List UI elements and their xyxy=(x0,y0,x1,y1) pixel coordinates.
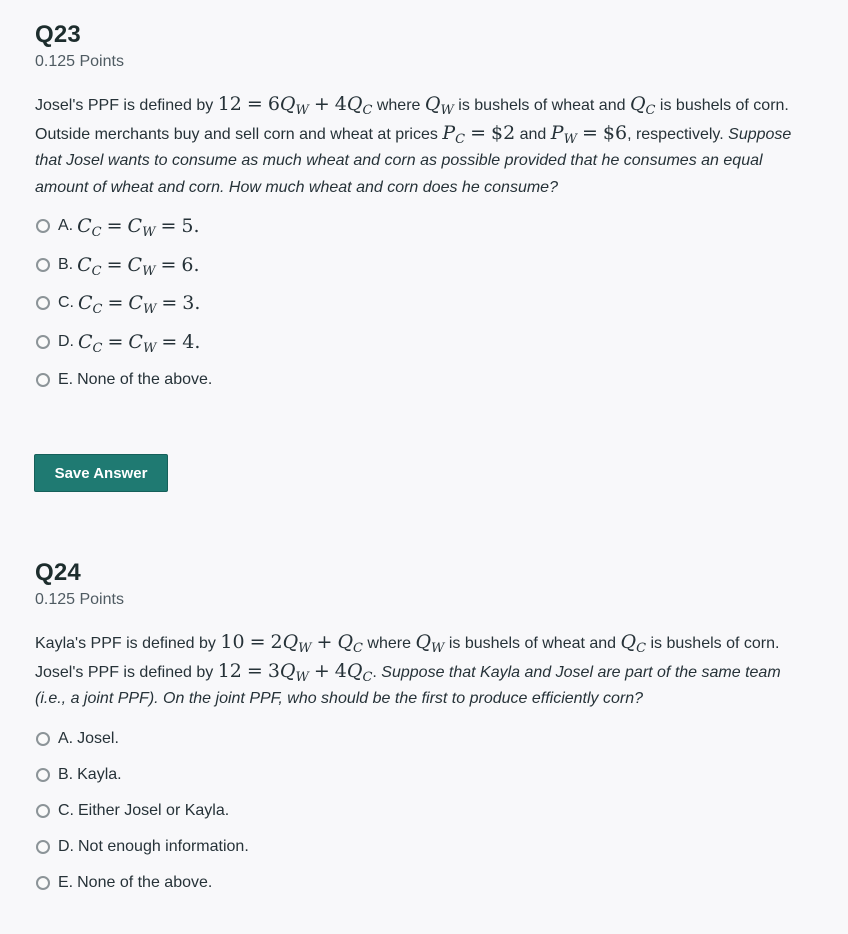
radio-button[interactable] xyxy=(36,840,50,854)
question-q24 xyxy=(35,558,825,917)
prompt-question: Suppose that Josel wants to consume as much wheat and corn as possible provided that he consumes an equal amount of wheat and corn. How much wheat and corn does he consume? xyxy=(35,125,792,196)
prompt-text: . xyxy=(372,663,382,681)
prompt-question: Suppose that Kayla and Josel are part of the same team (i.e., a joint PPF). On the joint PPF, who should be the first to produce efficiently corn? xyxy=(35,663,781,707)
answer-options xyxy=(35,207,825,400)
radio-button[interactable] xyxy=(36,219,50,233)
question-prompt xyxy=(35,91,815,201)
equation-ppf-josel: $12 = 3Q_W + 4Q_C$ xyxy=(217,659,373,685)
question-q23 xyxy=(35,20,825,416)
prompt-text: Kayla's PPF is defined by xyxy=(35,635,221,652)
radio-button[interactable] xyxy=(36,373,50,387)
save-answer-button[interactable]: Save Answer xyxy=(34,454,168,492)
answer-options xyxy=(35,721,825,901)
equation-pw: $P_W$ = $6 xyxy=(550,121,628,147)
prompt-text: , respectively. xyxy=(627,125,729,143)
prompt-text: is bushels of wheat and xyxy=(444,635,621,652)
var-qw: $Q_W$ xyxy=(415,631,445,656)
option-e[interactable]: E. None of the above. xyxy=(35,361,825,400)
question-points: 0.125 Points xyxy=(35,591,124,608)
option-label: None of the above. xyxy=(77,371,213,389)
radio-button[interactable] xyxy=(36,335,50,349)
option-label: None of the above. xyxy=(77,873,213,891)
option-d[interactable]: D. $C_C = C_W = 4$. xyxy=(35,323,825,362)
option-c[interactable]: C. Either Josel or Kayla. xyxy=(35,793,825,829)
prompt-text: and xyxy=(515,125,551,143)
var-qc: $Q_C$ xyxy=(629,93,656,118)
radio-button[interactable] xyxy=(36,296,50,310)
equation-ppf-kayla: $10 = 2Q_W + Q_C$ xyxy=(220,631,363,656)
prompt-text: is bushels of corn. Josel's PPF is defined by xyxy=(35,635,780,681)
option-c[interactable]: C. $C_C = C_W = 3$. xyxy=(35,284,825,323)
option-label: Not enough information. xyxy=(78,837,249,855)
question-title: Q23 xyxy=(35,21,81,48)
equation-pc: $P_C$ = $2 xyxy=(442,121,516,147)
question-title: Q24 xyxy=(35,559,81,586)
option-math: $C_C = C_W = 5$. xyxy=(77,215,200,241)
radio-button[interactable] xyxy=(36,876,50,890)
option-math: $C_C = C_W = 4$. xyxy=(78,330,201,356)
option-b[interactable]: B. Kayla. xyxy=(35,757,825,793)
question-points: 0.125 Points xyxy=(35,53,124,70)
question-prompt xyxy=(35,629,815,713)
option-label: Josel. xyxy=(77,729,119,747)
option-math: $C_C = C_W = 6$. xyxy=(77,253,200,279)
prompt-text: is bushels of corn. Outside merchants buy and sell corn and wheat at prices xyxy=(35,97,789,143)
option-b[interactable]: B. $C_C = C_W = 6$. xyxy=(35,246,825,285)
option-a[interactable]: A. Josel. xyxy=(35,721,825,757)
option-e[interactable]: E. None of the above. xyxy=(35,865,825,901)
option-a[interactable]: A. $C_C = C_W = 5$. xyxy=(35,207,825,246)
option-label: Kayla. xyxy=(77,765,122,783)
var-qc: $Q_C$ xyxy=(620,631,647,656)
prompt-text: is bushels of wheat and xyxy=(453,97,630,114)
radio-button[interactable] xyxy=(36,768,50,782)
option-math: $C_C = C_W = 3$. xyxy=(78,292,201,318)
option-label: Either Josel or Kayla. xyxy=(78,801,230,819)
radio-button[interactable] xyxy=(36,804,50,818)
radio-button[interactable] xyxy=(36,258,50,272)
radio-button[interactable] xyxy=(36,732,50,746)
equation-ppf-josel: $12 = 6Q_W + 4Q_C$ xyxy=(217,93,373,118)
prompt-text: where xyxy=(362,635,416,652)
var-qw: $Q_W$ xyxy=(424,93,454,118)
option-d[interactable]: D. Not enough information. xyxy=(35,829,825,865)
prompt-text: where xyxy=(372,97,425,114)
prompt-text: Josel's PPF is defined by xyxy=(35,97,218,114)
